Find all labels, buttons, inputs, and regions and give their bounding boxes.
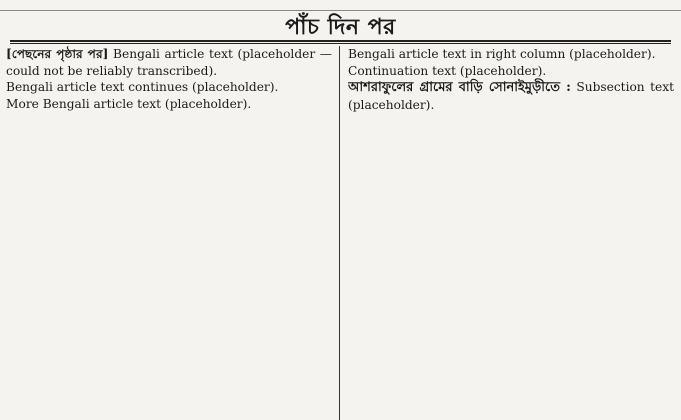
subsection-heading: আশরাফুলের গ্রামের বাড়ি সোনাইমুড়ীতে : xyxy=(348,80,571,96)
headline-rule-thin xyxy=(10,43,671,44)
right-paragraph-2: Continuation text (placeholder). xyxy=(348,63,547,78)
left-paragraph-3: More Bengali article text (placeholder). xyxy=(6,96,252,111)
right-subsection xyxy=(348,79,674,113)
right-paragraph-1: Bengali article text in right column (placeholder). xyxy=(348,47,656,61)
headline-rule-thick xyxy=(10,40,671,42)
left-paragraph-1-text: Bengali article text (placeholder — could not be reliably transcribed). xyxy=(6,47,332,78)
left-paragraph-1 xyxy=(6,46,332,79)
continued-from-back-page-label: [পেছনের পৃষ্ঠার পর] xyxy=(6,47,109,61)
subsection-text: Subsection text (placeholder). xyxy=(348,80,674,112)
right-column xyxy=(348,46,674,416)
left-column xyxy=(6,46,332,416)
left-paragraph-2: Bengali article text continues (placeholder). xyxy=(6,80,279,95)
column-divider xyxy=(339,46,340,420)
article-headline: পাঁচ দিন পর xyxy=(285,14,396,40)
